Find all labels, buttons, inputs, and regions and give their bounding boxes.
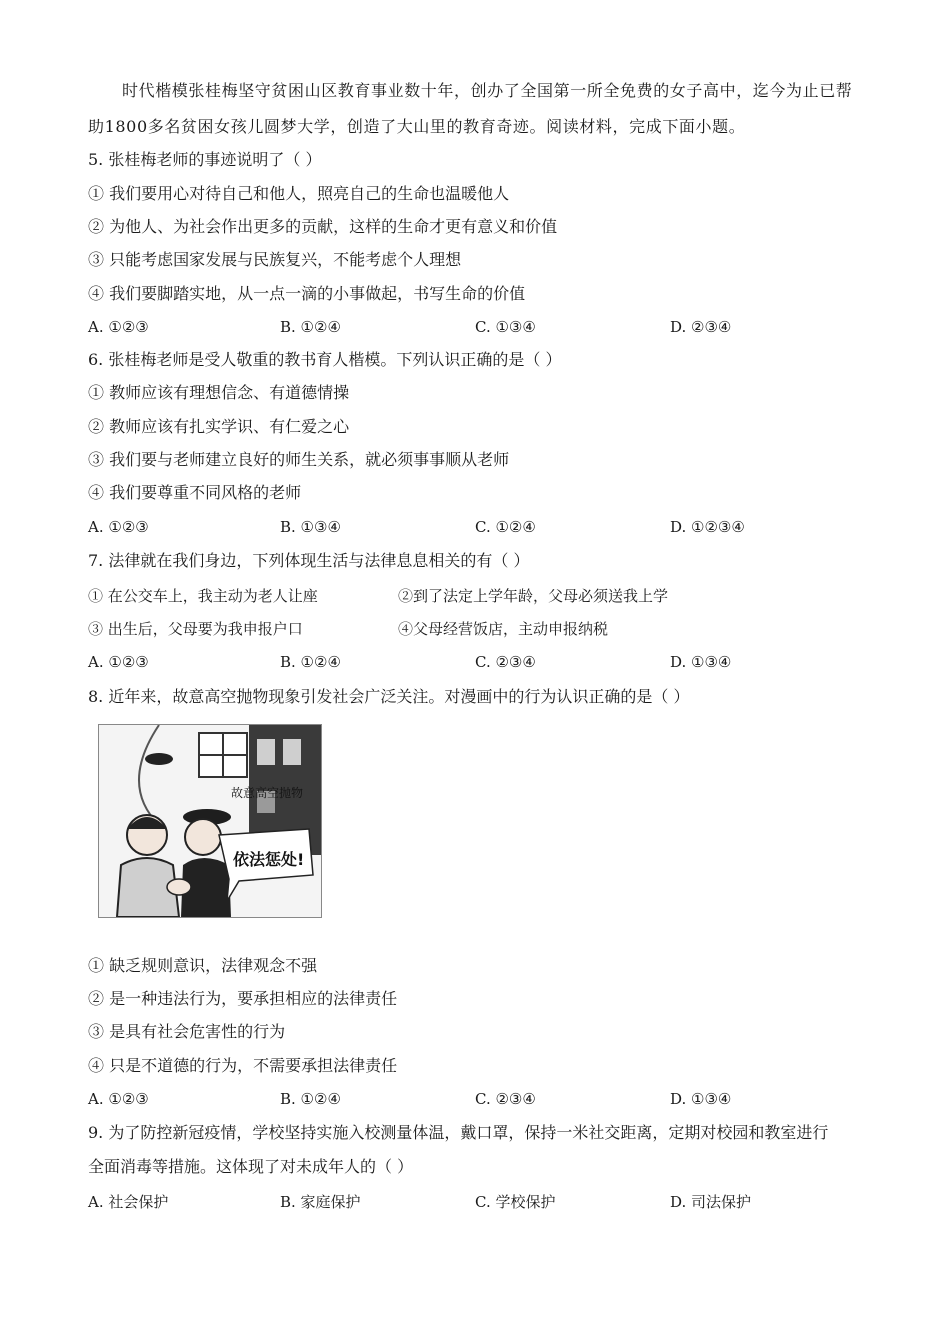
q9-option-d[interactable]: D. 司法保护	[670, 1193, 752, 1211]
q7-options	[88, 651, 888, 673]
q8-item-4: ④ 只是不道德的行为，不需要承担法律责任	[88, 1056, 398, 1075]
q6-option-c[interactable]: C. ①②④	[475, 518, 536, 536]
q8-item-2: ② 是一种违法行为，要承担相应的法律责任	[88, 989, 398, 1008]
q8-stem: 8. 近年来，故意高空抛物现象引发社会广泛关注。对漫画中的行为认识正确的是（ ）	[88, 687, 690, 706]
q6-item-2: ② 教师应该有扎实学识、有仁爱之心	[88, 417, 350, 436]
q7-items-row-1	[88, 585, 888, 607]
q9-option-c[interactable]: C. 学校保护	[475, 1193, 556, 1211]
q7-option-b[interactable]: B. ①②④	[280, 653, 341, 671]
q7-stem: 7. 法律就在我们身边，下列体现生活与法律息息相关的有（ ）	[88, 551, 530, 570]
intro-line-2: 助1800多名贫困女孩儿圆梦大学，创造了大山里的教育奇迹。阅读材料，完成下面小题。	[88, 117, 746, 136]
q6-stem: 6. 张桂梅老师是受人敬重的教书育人楷模。下列认识正确的是（ ）	[88, 350, 562, 369]
q7-option-a[interactable]: A. ①②③	[88, 653, 149, 671]
q5-option-a[interactable]: A. ①②③	[88, 318, 149, 336]
q5-item-3: ③ 只能考虑国家发展与民族复兴，不能考虑个人理想	[88, 250, 462, 269]
cartoon-caption-top: 故意高空抛物	[231, 786, 304, 800]
q7-item-4: ④父母经营饭店，主动申报纳税	[398, 620, 609, 638]
q7-item-1: ① 在公交车上，我主动为老人让座	[88, 587, 318, 605]
q5-item-2: ② 为他人、为社会作出更多的贡献，这样的生命才更有意义和价值	[88, 217, 558, 236]
q9-option-a[interactable]: A. 社会保护	[88, 1193, 169, 1211]
q5-option-b[interactable]: B. ①②④	[280, 318, 341, 336]
q8-item-3: ③ 是具有社会危害性的行为	[88, 1022, 286, 1041]
q6-item-1: ① 教师应该有理想信念、有道德情操	[88, 383, 350, 402]
q8-option-b[interactable]: B. ①②④	[280, 1090, 341, 1108]
q6-item-3: ③ 我们要与老师建立良好的师生关系，就必须事事顺从老师	[88, 450, 510, 469]
q5-item-1: ① 我们要用心对待自己和他人，照亮自己的生命也温暖他人	[88, 184, 510, 203]
intro-line-1: 时代楷模张桂梅坚守贫困山区教育事业数十年，创办了全国第一所全免费的女子高中，迄今为止已帮	[122, 81, 853, 100]
q7-option-c[interactable]: C. ②③④	[475, 653, 536, 671]
q9-stem-line-1: 9. 为了防控新冠疫情，学校坚持实施入校测量体温，戴口罩，保持一米社交距离，定期对校园和教室进行	[88, 1123, 829, 1142]
q7-item-2: ②到了法定上学年龄，父母必须送我上学	[398, 587, 669, 605]
q6-option-b[interactable]: B. ①③④	[280, 518, 341, 536]
q7-option-d[interactable]: D. ①③④	[670, 653, 732, 671]
q5-option-c[interactable]: C. ①③④	[475, 318, 536, 336]
q9-option-b[interactable]: B. 家庭保护	[280, 1193, 361, 1211]
q6-options	[88, 516, 888, 538]
q7-item-3: ③ 出生后，父母要为我申报户口	[88, 620, 303, 638]
q5-option-d[interactable]: D. ②③④	[670, 318, 732, 336]
q8-options	[88, 1088, 888, 1110]
q5-item-4: ④ 我们要脚踏实地，从一点一滴的小事做起，书写生命的价值	[88, 284, 526, 303]
cartoon-illustration	[99, 725, 321, 917]
cartoon-image	[98, 724, 322, 918]
q8-option-d[interactable]: D. ①③④	[670, 1090, 732, 1108]
cartoon-caption-bottom: 依法惩处!	[233, 850, 305, 869]
q6-option-a[interactable]: A. ①②③	[88, 518, 149, 536]
q9-options	[88, 1191, 888, 1213]
q8-item-1: ① 缺乏规则意识，法律观念不强	[88, 956, 318, 975]
q6-option-d[interactable]: D. ①②③④	[670, 518, 745, 536]
q9-stem-line-2: 全面消毒等措施。这体现了对未成年人的（ ）	[88, 1157, 414, 1176]
q8-option-a[interactable]: A. ①②③	[88, 1090, 149, 1108]
q6-item-4: ④ 我们要尊重不同风格的老师	[88, 483, 302, 502]
q8-option-c[interactable]: C. ②③④	[475, 1090, 536, 1108]
q5-options	[88, 316, 888, 338]
q7-items-row-2	[88, 618, 888, 640]
q5-stem: 5. 张桂梅老师的事迹说明了（ ）	[88, 150, 322, 169]
